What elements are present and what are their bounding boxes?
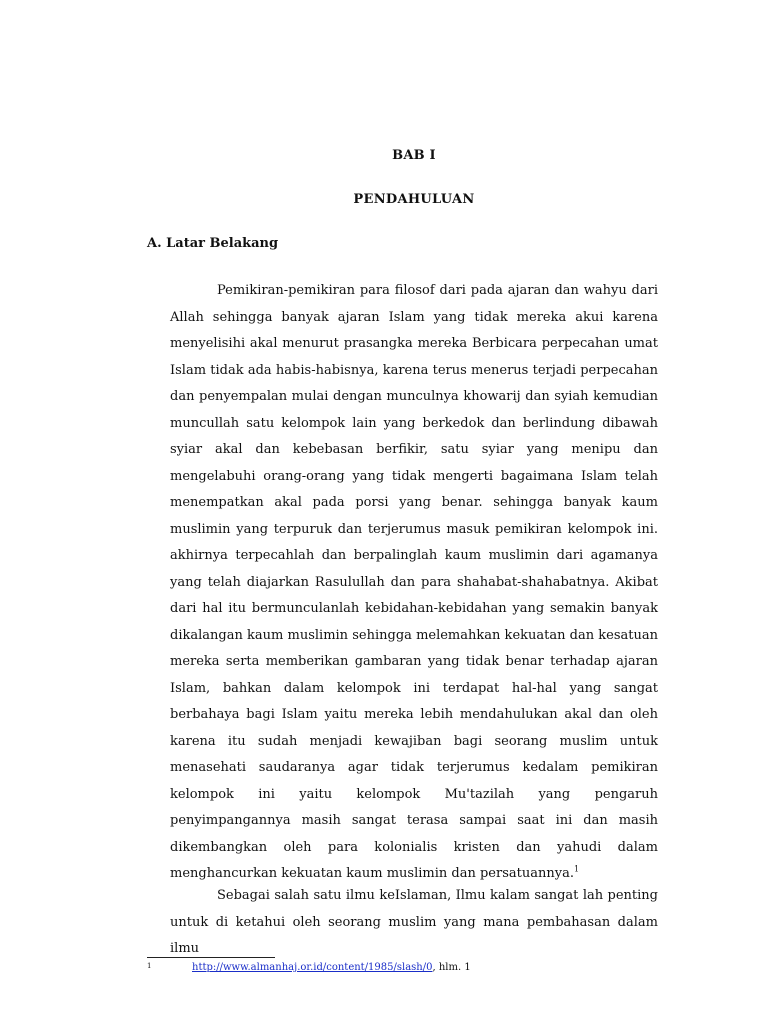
footnote-link[interactable]: http://www.almanhaj.or.id/content/1985/slash/0 xyxy=(192,962,433,973)
body-paragraph-2 xyxy=(170,883,658,963)
footnote-separator xyxy=(147,957,275,958)
footnote-reference: 1 xyxy=(573,864,580,874)
chapter-heading: BAB I xyxy=(392,148,436,163)
chapter-title: PENDAHULUAN xyxy=(353,192,475,207)
footnote-suffix: , hlm. 1 xyxy=(432,962,471,973)
paragraph-1-text: Pemikiran-pemikiran para filosof dari pada ajaran dan wahyu dari Allah sehingga banyak ajaran Islam yang tidak mereka akui karena menyelisihi akal menurut prasangka mereka Berbicara perpecahan umat Islam tidak ada habis-habisnya, karena terus menerus terjadi perpecahan dan penyempalan mulai dengan munculnya khowarij dan syiah kemudian muncullah satu kelompok lain yang berkedok dan berlindung dibawah syiar akal dan kebebasan berfikir, satu syiar yang menipu dan mengelabuhi orang-orang yang tidak mengerti bagaimana Islam telah menempatkan akal pada porsi yang benar. sehingga banyak kaum muslimin yang terpuruk dan terjerumus masuk pemikiran kelompok ini. akhirnya terpecahlah dan berpalinglah kaum muslimin dari agamanya yang telah diajarkan Rasulullah dan para shahabat-shahabatnya. Akibat dari hal itu bermunculanlah kebidahan-kebidahan yang semakin banyak dikalangan kaum muslimin sehingga melemahkan kekuatan dan kesatuan mereka serta memberikan gambaran yang tidak benar terhadap ajaran Islam, bahkan dalam kelompok ini terdapat hal-hal yang sangat berbahaya bagi Islam yaitu mereka lebih mendahulukan akal dan oleh karena itu sudah menjadi kewajiban bagi seorang muslim untuk menasehati saudaranya agar tidak terjerumus kedalam pemikiran kelompok ini yaitu kelompok Mu'tazilah yang pengaruh penyimpangannya masih sangat terasa sampai saat ini dan masih dikembangkan oleh para kolonialis kristen dan yahudi dalam menghancurkan kekuatan kaum muslimin dan persatuannya. xyxy=(170,283,658,881)
paragraph-2-text: Sebagai salah satu ilmu keIslaman, Ilmu kalam sangat lah penting untuk di ketahui oleh seorang muslim yang mana pembahasan dalam ilmu xyxy=(170,888,658,956)
footnote xyxy=(147,962,471,973)
body-paragraph-1 xyxy=(170,278,658,888)
footnote-number: 1 xyxy=(147,962,152,970)
section-heading: A. Latar Belakang xyxy=(147,236,279,251)
